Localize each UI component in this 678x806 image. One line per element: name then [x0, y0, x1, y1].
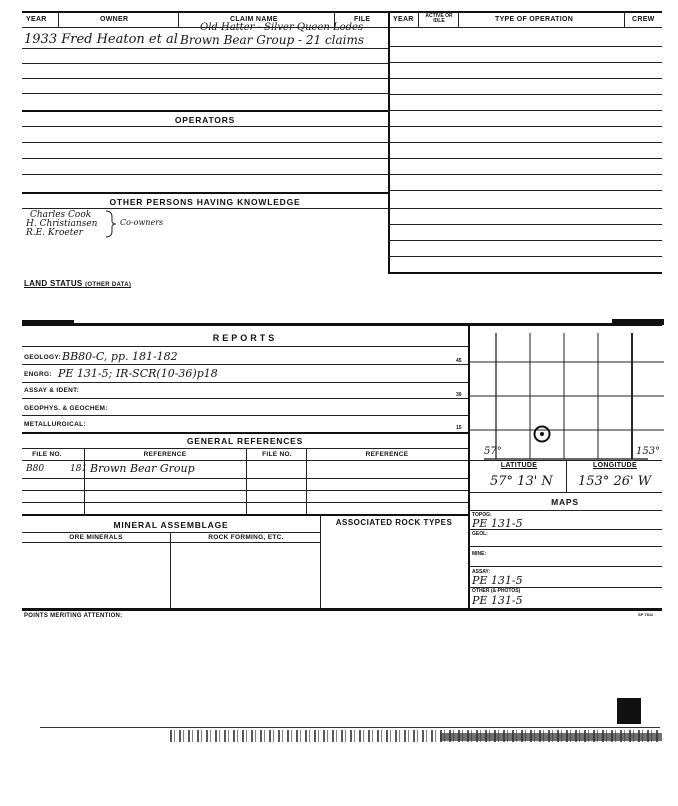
geology-value: BB80-C, pp. 181-182 — [62, 350, 178, 363]
right-row-line — [388, 142, 662, 143]
scan-artifact-line — [40, 727, 660, 728]
assay-map-value: PE 131-5 — [472, 574, 523, 587]
land-status-label: LAND STATUS — [24, 279, 83, 288]
land-status-heading — [24, 279, 131, 288]
row-line — [22, 382, 468, 383]
location-marker-icon — [532, 424, 552, 444]
row-line — [22, 63, 388, 64]
row-line — [468, 510, 662, 511]
land-status-sub: (OTHER DATA) — [85, 282, 132, 288]
col-sep — [58, 11, 59, 27]
col-year2-header: YEAR — [393, 16, 414, 23]
claim-name-line2: Brown Bear Group - 21 claims — [180, 33, 365, 47]
assay-map-label: ASSAY: — [472, 569, 491, 575]
row-line — [22, 110, 388, 112]
location-grid — [468, 325, 664, 465]
mineral-col-sep — [170, 532, 171, 608]
ref-reference: Brown Bear Group — [90, 462, 195, 475]
metallurgical-label: METALLURGICAL: — [24, 421, 86, 428]
right-row-line — [388, 158, 662, 159]
ref-file-no: B80 — [26, 464, 45, 474]
margin-number: 45 — [456, 358, 462, 364]
right-row-line — [388, 62, 662, 63]
right-row-line — [388, 110, 662, 111]
row-line — [22, 208, 388, 209]
brace-icon — [104, 210, 118, 238]
ref-number: 181 — [70, 464, 88, 474]
col-sep — [178, 11, 179, 27]
col-type-of-operation-header: TYPE OF OPERATION — [495, 16, 574, 23]
engrg-label: ENGRG: — [24, 371, 52, 378]
row-line — [22, 192, 388, 194]
right-row-line — [388, 224, 662, 225]
other-persons-heading: OTHER PERSONS HAVING KNOWLEDGE — [109, 197, 301, 207]
ref-col-sep — [306, 448, 307, 514]
longitude-value: 153° 26' W — [578, 474, 652, 489]
row-line — [22, 364, 468, 365]
row-line — [22, 126, 388, 127]
reports-heading: REPORTS — [212, 333, 278, 343]
right-row-line — [388, 126, 662, 127]
geol-label: GEOL: — [472, 531, 488, 537]
latitude-label: LATITUDE — [500, 462, 538, 469]
row-line — [22, 174, 388, 175]
rock-forming-header: ROCK FORMING, ETC. — [208, 534, 284, 541]
form-number: SP 7512 — [638, 612, 654, 617]
points-meriting-attention: POINTS MERITING ATTENTION: — [24, 613, 123, 619]
row-line — [22, 398, 468, 399]
assay-ident-label: ASSAY & IDENT: — [24, 387, 80, 394]
lon-degree-mark: 153° — [636, 446, 661, 457]
row-line — [468, 546, 662, 547]
row-line — [22, 158, 388, 159]
col-sep — [458, 11, 459, 27]
col-year-header: YEAR — [26, 16, 47, 23]
mine-label: MINE: — [472, 551, 487, 557]
latitude-value: 57° 13' N — [490, 474, 553, 489]
right-row-line — [388, 174, 662, 175]
person-name: Charles Cook — [30, 210, 92, 220]
top-border — [22, 11, 662, 13]
row-line — [22, 460, 468, 461]
col-claim-name-header: CLAIM NAME — [230, 16, 278, 23]
right-row-line — [388, 208, 662, 209]
row-line — [22, 346, 468, 347]
topog-label: TOPOG: — [472, 512, 492, 518]
row-line — [22, 432, 468, 434]
person-name: H. Christiansen — [26, 219, 98, 229]
other-photos-label: OTHER (& PHOTOS) — [472, 588, 521, 594]
mineral-assemblage-heading: MINERAL ASSEMBLAGE — [113, 520, 229, 530]
row-line — [22, 514, 468, 516]
ref-header-reference-2: REFERENCE — [365, 451, 409, 458]
right-row-line — [388, 190, 662, 191]
row-line — [468, 529, 662, 530]
mineral-col-sep — [320, 514, 321, 608]
longitude-label: LONGITUDE — [593, 462, 637, 469]
reports-bottom-border — [22, 608, 662, 611]
col-sep — [624, 11, 625, 27]
geology-label: GEOLOGY: — [24, 354, 61, 361]
persons-role: Co-owners — [120, 218, 164, 227]
row-line — [22, 490, 468, 491]
col-owner-header: OWNER — [100, 16, 129, 23]
col-sep — [418, 11, 419, 27]
lat-lon-sep — [566, 460, 567, 492]
claim-name-line1: Old Hatter - Silver Queen Lodes — [200, 22, 364, 33]
owner-entry: 1933 Fred Heaton et al — [24, 32, 178, 47]
row-line — [22, 142, 388, 143]
scan-artifact-block — [617, 698, 641, 724]
row-line — [22, 415, 468, 416]
topog-value: PE 131-5 — [472, 517, 523, 530]
right-row-line — [388, 256, 662, 257]
maps-heading: MAPS — [551, 497, 579, 507]
row-line — [468, 460, 662, 461]
row-line — [22, 48, 388, 49]
margin-number: 15 — [456, 425, 462, 431]
row-line — [22, 502, 468, 503]
row-line — [22, 78, 388, 79]
person-name: R.E. Kroeter — [26, 228, 83, 238]
lat-degree-mark: 57° — [484, 446, 502, 457]
col-file-header: FILE — [354, 16, 371, 23]
row-line — [468, 492, 662, 493]
ref-col-sep — [84, 448, 85, 514]
col-crew-header: CREW — [632, 16, 655, 23]
row-line — [468, 566, 662, 567]
scan-artifact-dark — [440, 733, 662, 741]
right-row-line — [388, 272, 662, 274]
row-line — [22, 542, 320, 543]
right-row-line — [388, 78, 662, 79]
ore-minerals-header: ORE MINERALS — [69, 534, 123, 541]
col-active-idle-header: ACTIVE OR IDLE — [425, 13, 453, 24]
ref-col-sep — [246, 448, 247, 514]
row-line — [22, 93, 388, 94]
ref-header-file-no-2: FILE NO. — [262, 451, 292, 458]
row-line — [22, 532, 320, 533]
right-row-line — [388, 46, 662, 47]
operators-heading: OPERATORS — [174, 115, 236, 125]
ref-header-file-no: FILE NO. — [32, 451, 62, 458]
engrg-value: PE 131-5; IR-SCR(10-36)p18 — [58, 367, 218, 380]
right-row-line — [388, 240, 662, 241]
general-references-heading: GENERAL REFERENCES — [186, 436, 304, 446]
row-line — [22, 478, 468, 479]
associated-rock-types-heading: ASSOCIATED ROCK TYPES — [335, 518, 453, 527]
ref-header-reference: REFERENCE — [143, 451, 187, 458]
right-row-line — [388, 94, 662, 95]
row-line — [22, 448, 468, 449]
margin-number: 30 — [456, 392, 462, 398]
geophys-label: GEOPHYS. & GEOCHEM: — [24, 405, 108, 412]
other-photos-value: PE 131-5 — [472, 594, 523, 607]
corner-mark — [22, 320, 74, 325]
